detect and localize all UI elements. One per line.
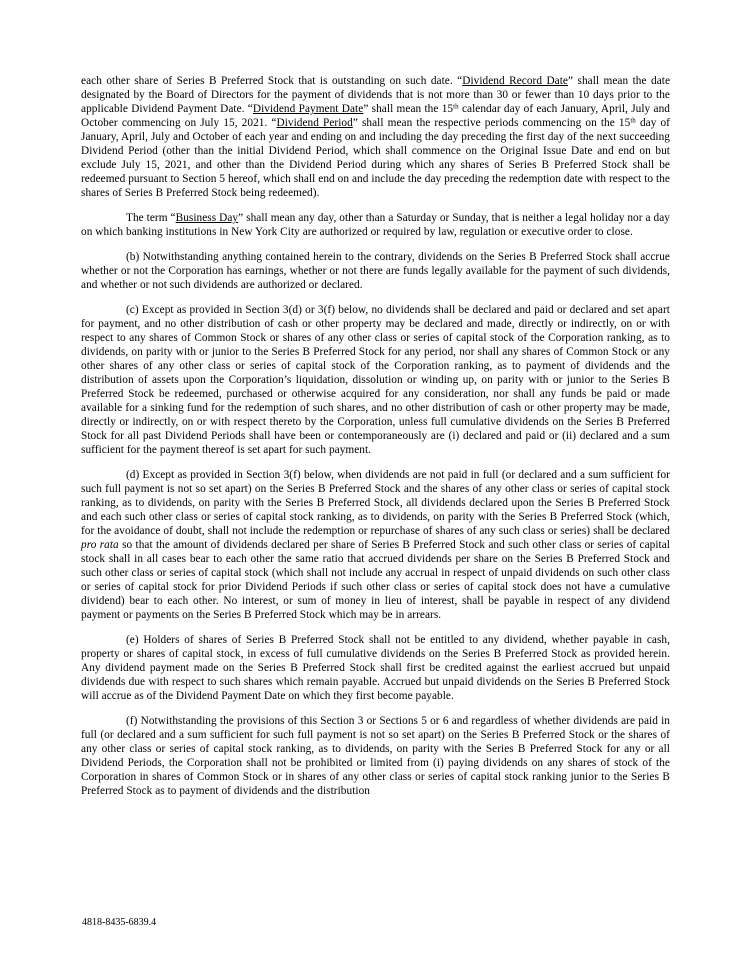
document-body: [81, 74, 670, 809]
text-segment: (c) Except as provided in Section 3(d) or 3(f) below, no dividends shall be declared and paid or declared and set apart for payment, and no other distribution of cash or other property may be declared and made, directly or indirectly, on or with respect to any shares of Common Stock or shares of any other class or series of capital stock of the Corporation ranking, as to dividends, on parity with or junior to the Series B Preferred Stock for any period, nor shall any shares of Common Stock or any other shares of any other class or series of capital stock of the Corporation ranking, as to payment of dividends and the distribution of assets upon the Corporation’s liquidation, dissolution or winding up, on parity with or junior to the Series B Preferred Stock be redeemed, purchased or otherwise acquired for any consideration, nor shall any funds be paid or made available for a sinking fund for the redemption of such shares, and no other distribution of cash or other property may be made, directly or indirectly, on or with respect thereto by the Corporation, unless full cumulative dividends on the Series B Preferred Stock for all past Dividend Periods shall have been or contemporaneously are (i) declared and paid or (ii) declared and a sum sufficient for the payment thereof is set apart for such payment.: [81, 304, 670, 456]
text-segment: (f) Notwithstanding the provisions of this Section 3 or Sections 5 or 6 and regardless of whether dividends are paid in full (or declared and a sum sufficient for such full payment is not so set apart) on the Series B Preferred Stock or the shares of any other class or series of capital stock ranking, as to dividends, on parity with the Series B Preferred Stock for any or all Dividend Periods, the Corporation shall not be prohibited or limited from (i) paying dividends on any shares of stock of the Corporation in shares of Common Stock or in shares of any other class or series of capital stock ranking junior to the Series B Preferred Stock as to payment of dividends and the distribution: [81, 715, 670, 797]
text-segment: (b) Notwithstanding anything contained herein to the contrary, dividends on the Series B Preferred Stock shall accrue whether or not the Corporation has earnings, whether or not there are funds legally available for the payment of such dividends, and whether or not such dividends are authorized or declared.: [81, 251, 670, 291]
text-segment: (e) Holders of shares of Series B Preferred Stock shall not be entitled to any dividend, whether payable in cash, property or shares of capital stock, in excess of full cumulative dividends on the Series B Preferred Stock as provided herein. Any dividend payment made on the Series B Preferred Stock shall first be credited against the earliest accrued but unpaid dividends due with respect to such shares which remain payable. Accrued but unpaid dividends on the Series B Preferred Stock will accrue as of the Dividend Payment Date on which they first become payable.: [81, 634, 670, 702]
paragraph-b: [81, 250, 670, 292]
paragraph-c: [81, 303, 670, 457]
text-segment: The term “: [126, 212, 176, 224]
text-segment-underline: Dividend Payment Date: [252, 103, 364, 115]
text-segment: ” shall mean the respective periods commencing on the 15: [352, 117, 631, 129]
paragraph-business-day: [81, 211, 670, 239]
document-control-number: 4818-8435-6839.4: [82, 917, 157, 928]
text-segment-italic: pro rata: [81, 539, 119, 551]
text-segment: each other share of Series B Preferred Stock that is outstanding on such date. “: [81, 75, 463, 87]
text-segment: ” shall mean any day, other than a Saturday or Sunday, that is neither a legal holiday nor a day on which banking institutions in New York City are authorized or required by law, regulation or executive order to close.: [81, 212, 671, 238]
text-segment-underline: Business Day: [175, 212, 239, 224]
text-segment-underline: Dividend Record Date: [462, 75, 568, 87]
text-segment-sup: th: [453, 102, 459, 111]
text-segment: (d) Except as provided in Section 3(f) below, when dividends are not paid in full (or declared and a sum sufficient for such full payment is not so set apart) on the Series B Preferred Stock and the shares of any other class or series of capital stock ranking, as to dividends, on parity with the Series B Preferred Stock, all dividends declared upon the Series B Preferred Stock and each such other class or series of capital stock ranking, as to dividends, on parity with the Series B Preferred Stock (which, for the avoidance of doubt, shall not include the redemption or repurchase of shares of any such class or series) shall be declared: [81, 469, 670, 537]
text-segment: calendar day of each January, April, July and October commencing on July 15, 2021. “: [81, 103, 670, 129]
text-segment: ” shall mean the 15: [363, 103, 454, 115]
paragraph-dividend-definitions: [81, 74, 670, 200]
text-segment-underline: Dividend Period: [276, 117, 353, 129]
text-segment-sup: th: [630, 116, 636, 125]
text-segment: ” shall mean the date designated by the Board of Directors for the payment of dividends that is not more than 30 or fewer than 10 days prior to the applicable Dividend Payment Date. “: [81, 75, 671, 115]
text-segment: so that the amount of dividends declared per share of Series B Preferred Stock and such other class or series of capital stock shall in all cases bear to each other the same ratio that accrued dividends per share on the Series B Preferred Stock and such other class or series of capital stock (which shall not include any accrual in respect of unpaid dividends on such other class or series of capital stock for prior Dividend Periods if such other class or series of capital stock does not have a cumulative dividend) bear to each other. No interest, or sum of money in lieu of interest, shall be payable in respect of any dividend payment or payments on the Series B Preferred Stock which may be in arrears.: [81, 539, 670, 621]
paragraph-f: [81, 714, 670, 798]
paragraph-e: [81, 633, 670, 703]
text-segment: day of January, April, July and October of each year and ending on and including the day preceding the first day of the next succeeding Dividend Period (other than the initial Dividend Period, which shall commence on the Original Issue Date and end on but exclude July 15, 2021, and other than the Dividend Period during which any shares of Series B Preferred Stock shall be redeemed pursuant to Section 5 hereof, which shall end on and include the day preceding the redemption date with respect to the shares of Series B Preferred Stock being redeemed).: [81, 117, 670, 199]
paragraph-d: [81, 468, 670, 622]
